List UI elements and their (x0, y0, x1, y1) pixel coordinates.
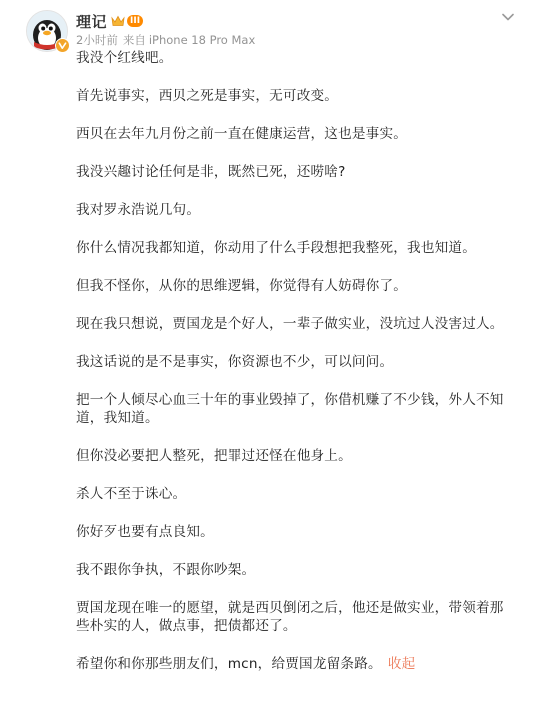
post-time: 2小时前 (76, 33, 118, 47)
author-name[interactable]: 理记 (76, 12, 108, 31)
post-paragraph: 你好歹也要有点良知。 (76, 524, 214, 540)
post-paragraph: 贾国龙现在唯一的愿望，就是西贝倒闭之后，他还是做实业，带领着那些朴实的人，做点事，把债都还了。 (76, 600, 504, 634)
post-paragraph: 我对罗永浩说几句。 (76, 202, 201, 218)
post-paragraph: 但我不怪你，从你的思维逻辑，你觉得有人妨碍你了。 (76, 278, 408, 294)
post-paragraph: 西贝在去年九月份之前一直在健康运营，这也是事实。 (76, 126, 408, 142)
post-paragraph: 我没个红线吧。 (76, 50, 173, 66)
level-badge: III (127, 15, 143, 27)
gold-crown-icon (111, 15, 125, 27)
verified-v-icon (55, 38, 70, 53)
chevron-down-icon (500, 11, 516, 23)
source-device: iPhone 18 Pro Max (148, 33, 256, 47)
post-paragraph: 你什么情况我都知道，你动用了什么手段想把我整死，我也知道。 (76, 240, 477, 256)
author-row (76, 11, 143, 31)
post-paragraph: 我不跟你争执，不跟你吵架。 (76, 562, 256, 578)
post-meta (76, 32, 255, 48)
post-paragraph: 杀人不至于诛心。 (76, 486, 187, 502)
post-paragraph: 我这话说的是不是事实，你资源也不少，可以问问。 (76, 354, 394, 370)
post-paragraph: 现在我只想说，贾国龙是个好人，一辈子做实业，没坑过人没害过人。 (76, 316, 504, 332)
more-menu-button[interactable] (500, 8, 516, 20)
post-paragraph: 我没兴趣讨论任何是非，既然已死，还唠啥? (76, 164, 346, 180)
source-prefix: 来自 (122, 33, 146, 47)
post-paragraph-last (76, 655, 516, 673)
last-paragraph-text: 希望你和你那些朋友们，mcn，给贾国龙留条路。 (76, 656, 382, 672)
post-text (76, 49, 516, 693)
post-paragraph: 但你没必要把人整死，把罪过还怪在他身上。 (76, 448, 352, 464)
post-paragraph: 首先说事实，西贝之死是事实，无可改变。 (76, 88, 339, 104)
collapse-link[interactable]: 收起 (387, 656, 416, 672)
post-paragraph: 把一个人倾尽心血三十年的事业毁掉了，你借机赚了不少钱，外人不知道，我知道。 (76, 392, 504, 426)
